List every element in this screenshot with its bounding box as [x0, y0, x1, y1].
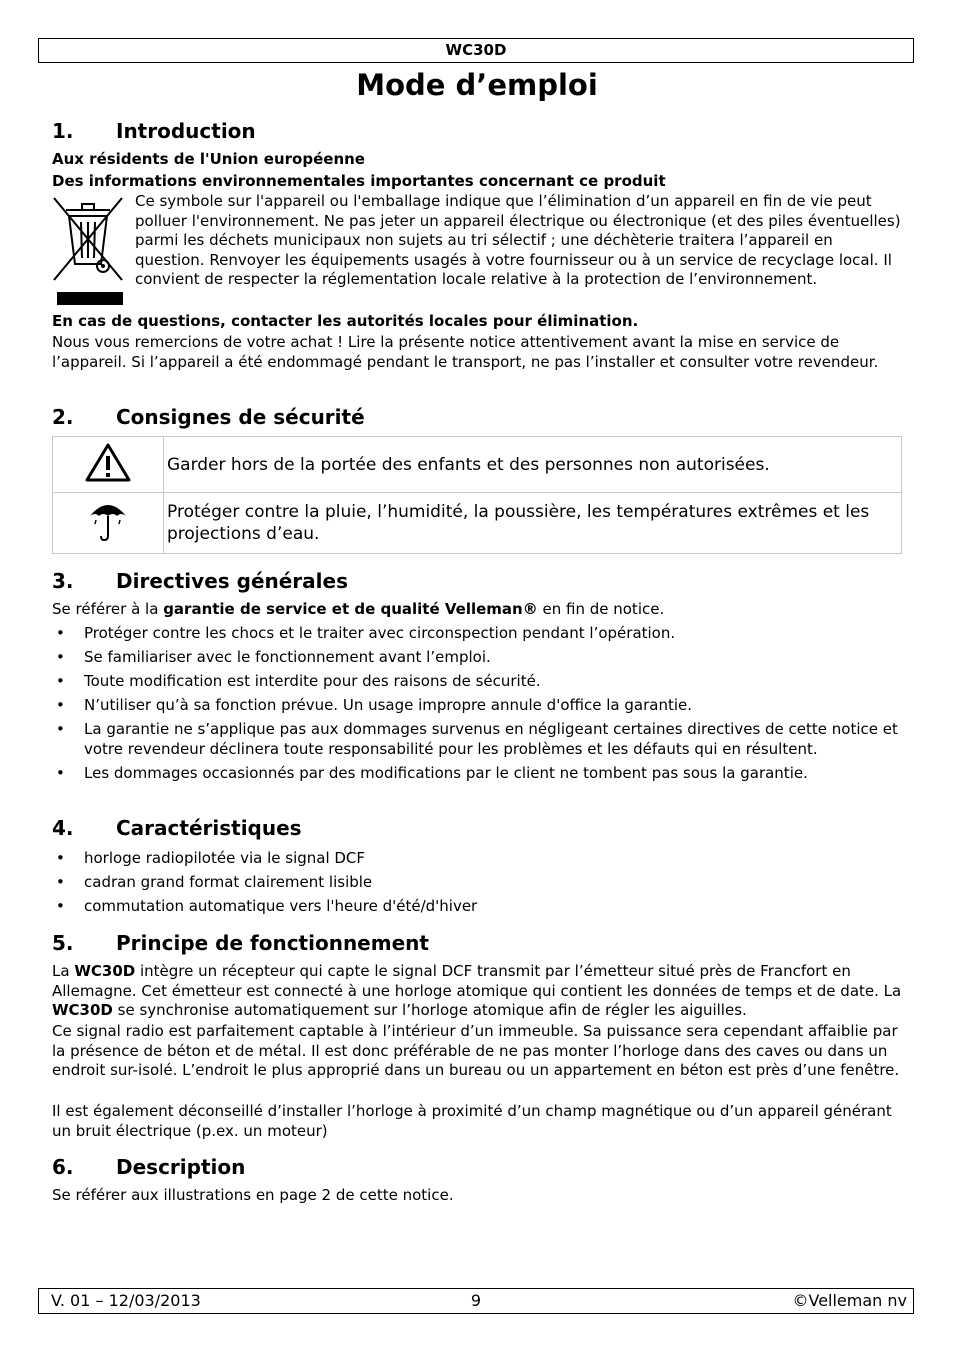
list-item: • commutation automatique vers l'heure d'été/d'hiver: [52, 897, 902, 917]
section-number: 5.: [52, 931, 74, 955]
principle-paragraph-1: [52, 962, 902, 1021]
description-paragraph: Se référer aux illustrations en page 2 de cette notice.: [52, 1186, 454, 1204]
model-name: WC30D: [52, 1001, 113, 1020]
general-intro: [52, 600, 902, 620]
list-item: • Se familiariser avec le fonctionnement avant l’emploi.: [52, 648, 902, 668]
section-number: 4.: [52, 816, 74, 840]
section-2-heading: [52, 405, 365, 429]
section-3-heading: [52, 569, 348, 593]
list-item: • La garantie ne s’applique pas aux dommages survenus en négligeant certaines directives de cette notice et votre revendeur déclinera toute responsabilité pour les problèmes et les défauts qui en résultent.: [52, 720, 902, 759]
list-item: • N’utiliser qu’à sa fonction prévue. Un usage impropre annule d'office la garantie.: [52, 696, 902, 716]
section-title: Directives générales: [116, 569, 348, 593]
list-item: • Protéger contre les chocs et le traiter avec circonspection pendant l’opération.: [52, 624, 902, 644]
list-item: • Toute modification est interdite pour des raisons de sécurité.: [52, 672, 902, 692]
list-item: • horloge radiopilotée via le signal DCF: [52, 849, 902, 869]
questions-note: En cas de questions, contacter les autorités locales pour élimination.: [52, 312, 639, 330]
warning-triangle-icon: [85, 442, 131, 482]
principle-paragraph-3: Il est également déconseillé d’installer l’horloge à proximité d’un champ magnétique ou d’un appareil générant un bruit électrique (p.ex. un moteur): [52, 1102, 892, 1140]
text-run: intègre un récepteur qui capte le signal DCF transmit par l’émetteur situé près de Francfort en Allemagne. Cet émetteur est connecté à une horloge atomique qui contient les données de temps et de date. La: [52, 962, 902, 1000]
warranty-reference: garantie de service et de qualité Velleman®: [163, 600, 538, 618]
safety-row: [53, 437, 902, 493]
section-title: Principe de fonctionnement: [116, 931, 429, 955]
safety-icon-cell: [53, 493, 164, 554]
version-date: V. 01 – 12/03/2013: [51, 1291, 201, 1310]
section-title: Introduction: [116, 119, 256, 143]
section-5-heading: [52, 931, 429, 955]
page-title: Mode d’emploi: [356, 68, 598, 102]
page-footer: [38, 1288, 914, 1314]
safety-row: [53, 493, 902, 554]
environment-heading: Des informations environnementales importantes concernant ce produit: [52, 172, 666, 190]
section-number: 6.: [52, 1155, 74, 1179]
safety-text: Protéger contre la pluie, l’humidité, la poussière, les températures extrêmes et les projections d’eau.: [164, 493, 902, 554]
header-model: WC30D: [445, 41, 507, 59]
section-1-heading: [52, 119, 256, 143]
section-number: 2.: [52, 405, 74, 429]
thanks-paragraph: Nous vous remercions de votre achat ! Lire la présente notice attentivement avant la mise en service de l’appareil. Si l’appareil a été endommagé pendant le transport, ne pas l’installer et consulter votre revendeur.: [52, 333, 879, 371]
section-4-heading: [52, 816, 302, 840]
safety-icon-cell: [53, 437, 164, 493]
principle-paragraph-2: Ce signal radio est parfaitement captable à l’intérieur d’un immeuble. Sa puissance sera cependant affaiblie par la présence de béton et de métal. Il est donc préférable de ne pas monter l’horloge dans des caves ou dans un endroit sur-isolé. L’endroit le plus approprié dans un bureau ou un appartement en béton est près d’une fenêtre.: [52, 1022, 900, 1080]
list-item: • cadran grand format clairement lisible: [52, 873, 902, 893]
safety-text: Garder hors de la portée des enfants et des personnes non autorisées.: [164, 437, 902, 493]
model-name: WC30D: [74, 962, 136, 980]
general-list: [52, 624, 902, 788]
umbrella-rain-icon: [88, 498, 128, 542]
section-title: Description: [116, 1155, 246, 1179]
section-number: 1.: [52, 119, 74, 143]
section-6-heading: [52, 1155, 245, 1179]
general-intro-pre: Se référer à la: [52, 600, 164, 618]
list-item: • Les dommages occasionnés par des modifications par le client ne tombent pas sous la garantie.: [52, 764, 902, 784]
page-header: [38, 38, 914, 63]
page-number: 9: [470, 1291, 482, 1310]
eu-residents-heading: Aux résidents de l'Union européenne: [52, 150, 365, 168]
features-list: [52, 849, 902, 921]
weee-bin-icon: [52, 194, 124, 306]
section-title: Caractéristiques: [116, 816, 302, 840]
weee-paragraph: Ce symbole sur l'appareil ou l'emballage indique que l’élimination d’un appareil en fin de vie peut polluer l'environnement. Ne pas jeter un appareil électrique ou électronique (et des piles éventuelles) parmi les déchets municipaux non sujets au tri sélectif ; une déchèterie traitera l’appareil en question. Renvoyer les équipements usagés à votre fournisseur ou à un service de recyclage local. Il convient de respecter la réglementation locale relative à la protection de l’environnement.: [135, 192, 901, 289]
text-run: se synchronise automatiquement sur l’horloge atomique afin de régler les aiguilles.: [112, 1001, 747, 1020]
section-title: Consignes de sécurité: [116, 405, 365, 429]
copyright: ©Velleman nv: [792, 1291, 907, 1310]
text-run: La: [52, 962, 75, 980]
section-number: 3.: [52, 569, 74, 593]
safety-table: [52, 436, 902, 554]
general-intro-post: en fin de notice.: [537, 600, 665, 618]
